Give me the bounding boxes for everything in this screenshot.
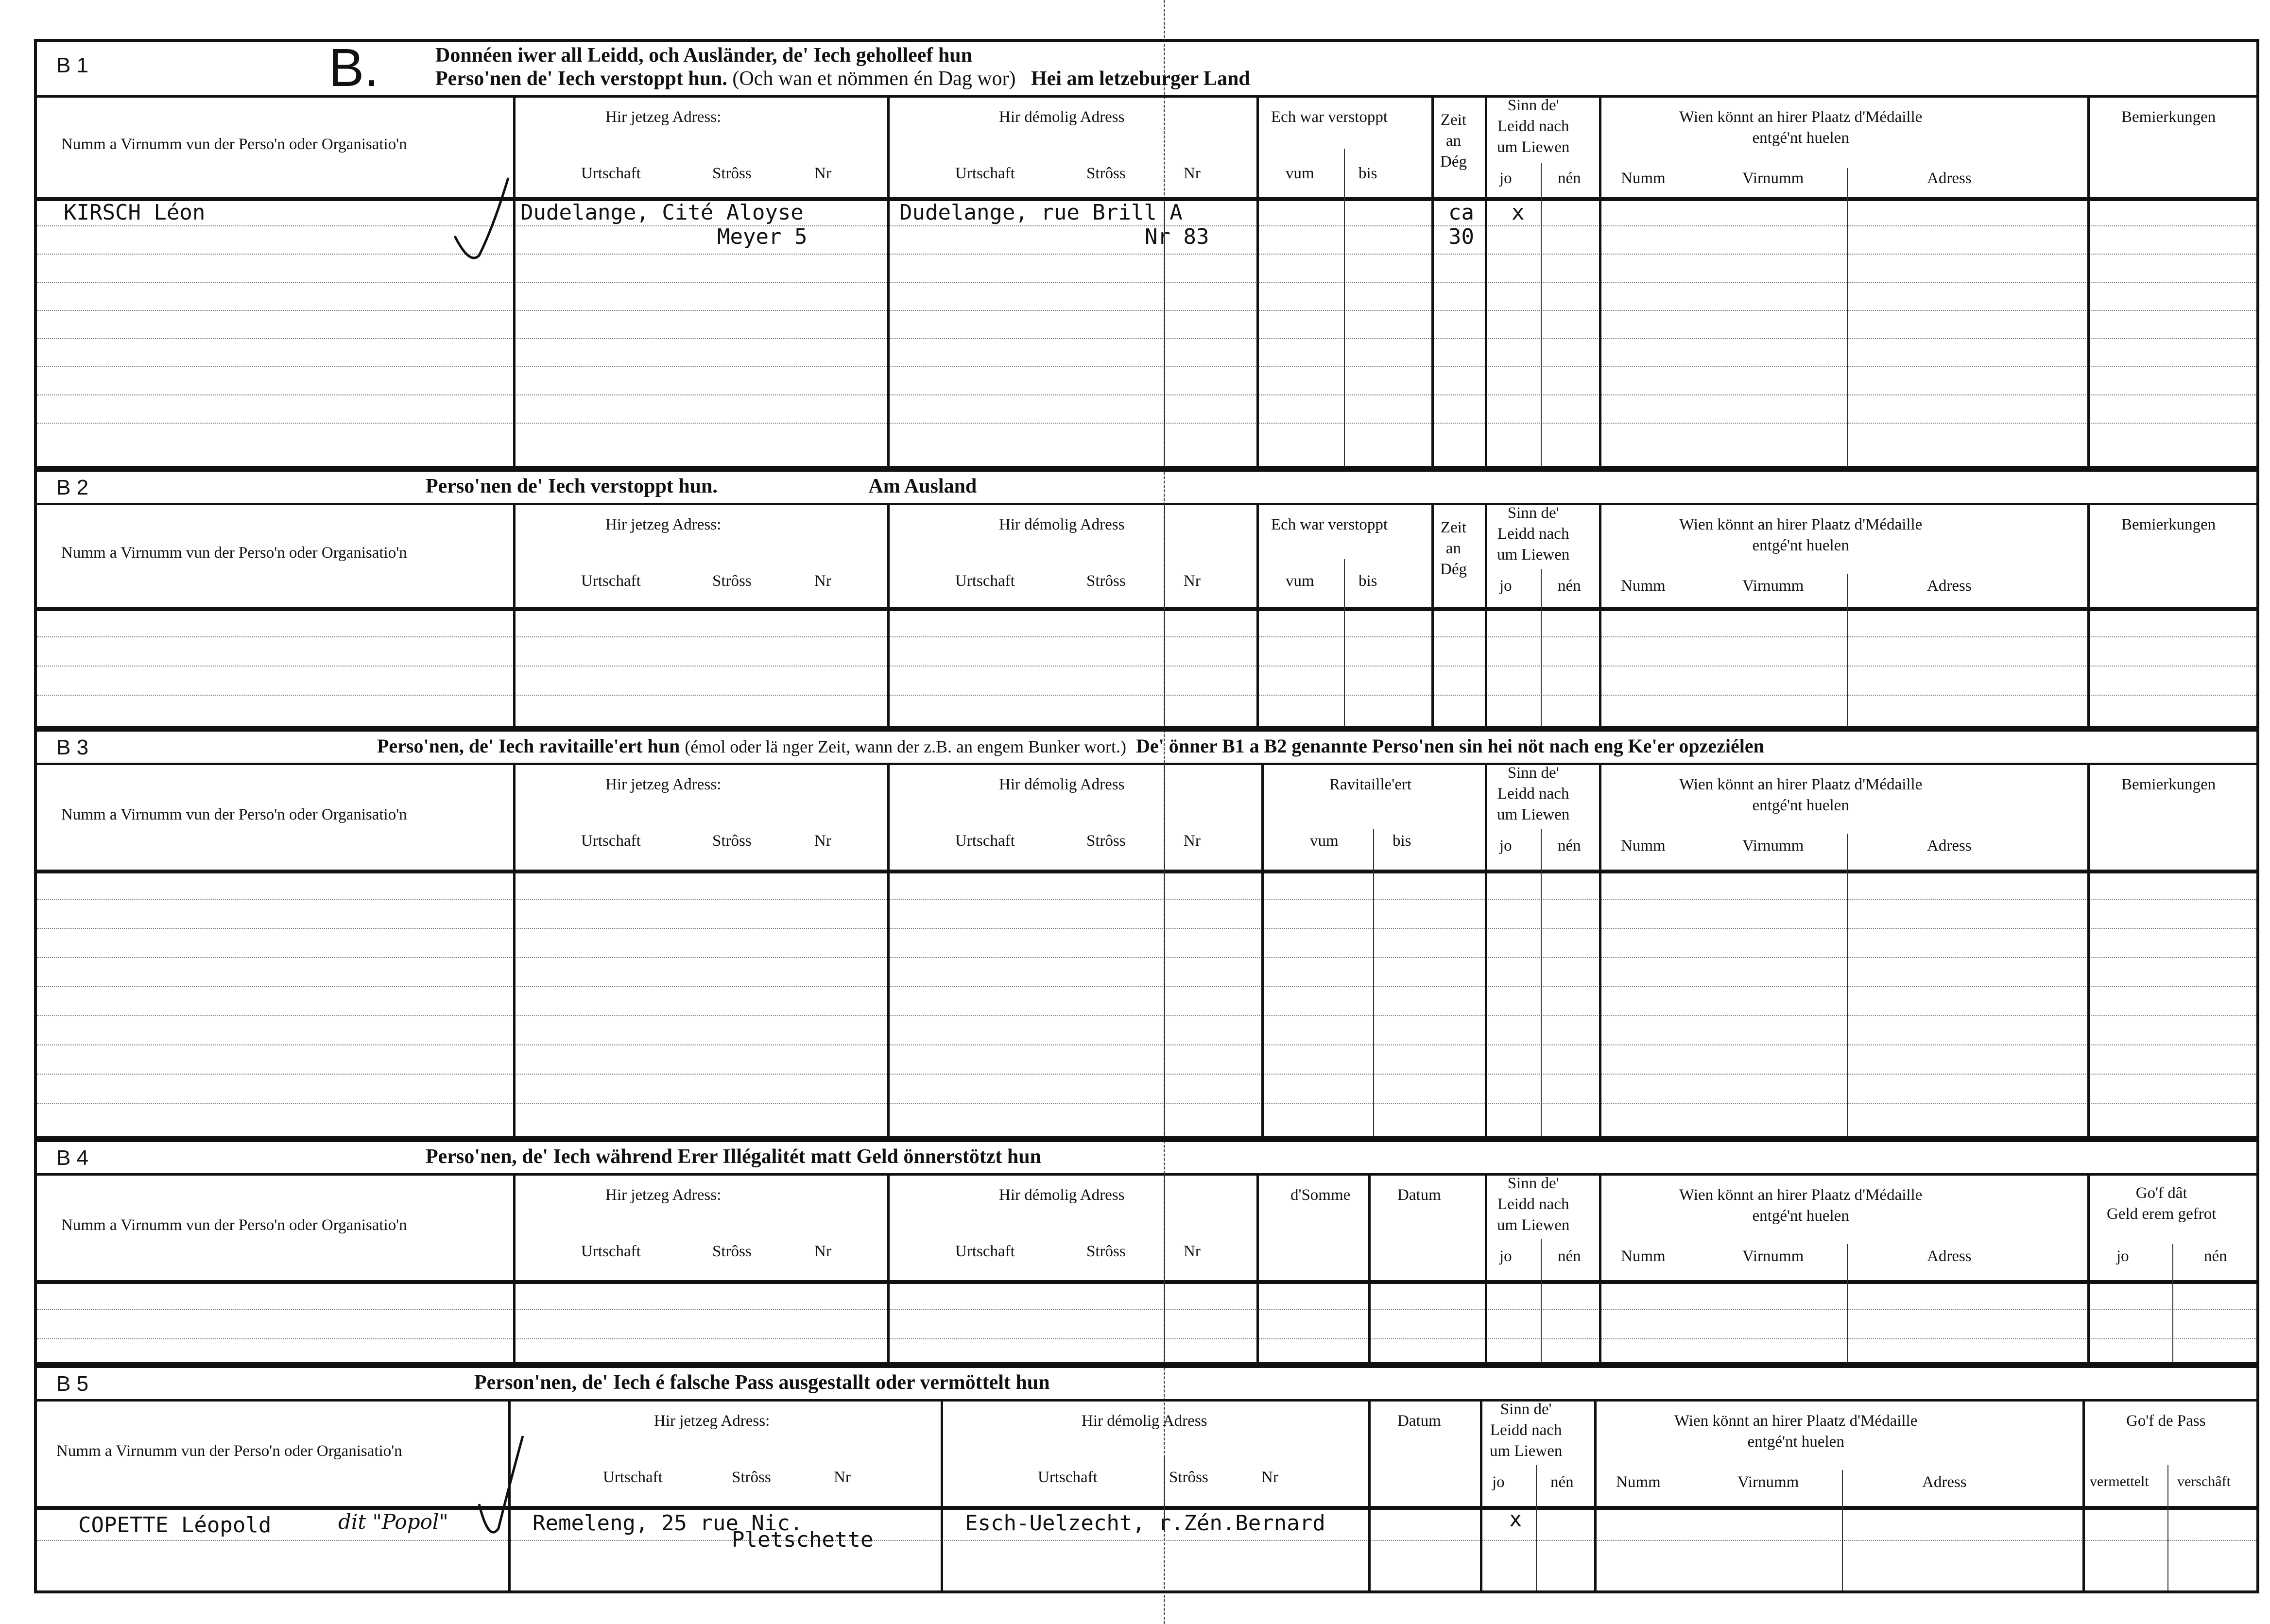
title-line-2 — [435, 67, 1250, 90]
col-nr: Nr — [834, 1469, 851, 1486]
col-divider — [1368, 1173, 1371, 1362]
col-divider — [1599, 763, 1601, 1136]
lbl: Leidd nach — [1497, 785, 1569, 803]
col-divider — [513, 503, 516, 726]
lbl: Wien könnt an hirer Plaatz d'Médaille — [1679, 516, 1923, 533]
col-divider — [1541, 163, 1542, 466]
col-divider — [887, 503, 890, 726]
col-procured: verschâft — [2177, 1473, 2231, 1489]
col-nr: Nr — [814, 165, 831, 182]
col-from: vum — [1310, 832, 1339, 850]
title-part: Hei am letzeburger Land — [1031, 68, 1250, 90]
lbl: entgé'nt huelen — [1752, 536, 1849, 554]
col-nr: Nr — [814, 832, 831, 850]
col-nr: Nr — [1184, 832, 1201, 850]
col-firstname: Virnumm — [1742, 837, 1804, 855]
col-divider — [1431, 95, 1434, 466]
section-b5 — [34, 1365, 2259, 1593]
col-stross: Strôss — [1169, 1469, 1208, 1486]
row-line — [37, 394, 2256, 395]
col-divider — [1594, 1399, 1597, 1590]
col-current-address: Hir jetzeg Adress: — [654, 1412, 770, 1430]
col-yes: jo — [1499, 1248, 1512, 1265]
col-divider — [1164, 503, 1165, 726]
col-medal — [1679, 1185, 1922, 1227]
col-urtschaft: Urtschaft — [581, 832, 641, 850]
check-mark — [450, 168, 518, 270]
lbl: Go'f dât — [2135, 1184, 2187, 1202]
section-id: B 3 — [56, 735, 89, 759]
col-address: Adress — [1927, 577, 1972, 595]
lbl: Leidd nach — [1497, 1195, 1569, 1213]
section-id: B 2 — [56, 476, 89, 499]
col-divider — [1536, 1465, 1537, 1590]
col-firstname: Virnumm — [1742, 577, 1804, 595]
column-header — [37, 1173, 2256, 1284]
section-id: B 5 — [56, 1372, 89, 1396]
col-divider — [2087, 95, 2090, 466]
entry-current-address: Dudelange, Cité Aloyse — [520, 200, 804, 225]
col-yes: jo — [1499, 577, 1512, 595]
title-part: (Och wan et nömmen én Dag wor) — [732, 68, 1016, 90]
col-current-address: Hir jetzeg Adress: — [605, 516, 722, 533]
lbl: entgé'nt huelen — [1747, 1433, 1844, 1451]
lbl: Leidd nach — [1497, 117, 1569, 135]
col-no: nén — [2204, 1248, 2227, 1265]
col-nr: Nr — [814, 1243, 831, 1260]
col-surname: Numm — [1621, 577, 1666, 595]
entry-rows — [37, 607, 2256, 726]
col-stross: Strôss — [1086, 165, 1126, 182]
entry-rows — [37, 870, 2256, 1136]
col-hidden: Ech war verstoppt — [1271, 516, 1388, 533]
col-old-address: Hir démolig Adress — [999, 516, 1125, 533]
col-divider — [1256, 503, 1259, 726]
col-surname: Numm — [1621, 837, 1666, 855]
col-name-label: Numm a Virnumm vun der Perso'n oder Organisatio'n — [61, 806, 407, 823]
row-line — [37, 1074, 2256, 1075]
lbl: Sinn de' — [1507, 97, 1559, 114]
column-header — [37, 1399, 2256, 1510]
lbl: Sinn de' — [1507, 764, 1559, 782]
col-urtschaft: Urtschaft — [955, 832, 1015, 850]
col-old-address: Hir démolig Adress — [999, 1186, 1125, 1204]
section-id: B 1 — [56, 53, 89, 77]
col-nr: Nr — [1184, 572, 1201, 590]
col-to: bis — [1359, 572, 1377, 590]
col-divider — [1485, 763, 1487, 1136]
col-divider — [1847, 168, 1848, 466]
col-firstname: Virnumm — [1737, 1473, 1799, 1491]
row-line — [37, 636, 2256, 637]
row-line — [37, 282, 2256, 283]
col-yes: jo — [1492, 1473, 1505, 1491]
col-medal — [1674, 1411, 1917, 1453]
col-stross: Strôss — [712, 1243, 752, 1260]
lbl: Sinn de' — [1500, 1401, 1552, 1418]
col-divider — [1164, 1455, 1165, 1532]
entry-rows — [37, 197, 2256, 466]
lbl: an — [1445, 539, 1462, 557]
col-no: nén — [1558, 837, 1581, 855]
col-surname: Numm — [1621, 170, 1666, 187]
col-address: Adress — [1927, 837, 1972, 855]
section-b5-header — [37, 1368, 2256, 1402]
col-amount: d'Somme — [1290, 1186, 1351, 1204]
entry-name: COPETTE Léopold — [78, 1513, 272, 1538]
lbl: Leidd nach — [1490, 1421, 1562, 1439]
col-divider — [1164, 1173, 1165, 1362]
col-divider — [2087, 763, 2090, 1136]
col-died — [1497, 1173, 1569, 1236]
entry-current-address: Remeleng, 25 rue Nic. — [533, 1511, 803, 1536]
col-stross: Strôss — [1086, 832, 1126, 850]
col-divider — [1847, 834, 1848, 1136]
col-remarks: Bemierkungen — [2121, 776, 2216, 793]
row-line — [37, 338, 2256, 339]
col-stross: Strôss — [712, 832, 752, 850]
col-divider — [1842, 1470, 1843, 1590]
lbl: entgé'nt huelen — [1752, 129, 1849, 147]
col-stross: Strôss — [1086, 1243, 1126, 1260]
col-divider — [941, 1399, 943, 1590]
col-current-address: Hir jetzeg Adress: — [605, 108, 722, 126]
col-firstname: Virnumm — [1742, 1248, 1804, 1265]
column-header — [37, 95, 2256, 201]
lbl: entgé'nt huelen — [1752, 796, 1849, 814]
entry-rows — [37, 1280, 2256, 1362]
col-mediated: vermettelt — [2090, 1473, 2149, 1489]
col-divider — [1847, 1244, 1848, 1362]
col-divider — [1344, 559, 1345, 726]
col-days — [1440, 110, 1467, 172]
col-divider — [1256, 1173, 1259, 1362]
col-divider — [1164, 763, 1165, 1136]
title-part: (émol oder lä nger Zeit, wann der z.B. an engem Bunker wort.) — [685, 737, 1126, 756]
lbl: um Liewen — [1497, 805, 1570, 823]
entry-alias: dit "Popol" — [338, 1510, 448, 1534]
lbl: um Liewen — [1497, 546, 1570, 564]
col-divider — [1261, 763, 1264, 1136]
col-divider — [887, 1173, 890, 1362]
row-line — [37, 695, 2256, 696]
col-divider — [887, 763, 890, 1136]
entry-old-address-nr: Nr 83 — [1145, 224, 1209, 249]
section-b1-header — [37, 38, 2256, 98]
col-days — [1440, 517, 1467, 580]
col-divider — [887, 95, 890, 466]
section-b2-header — [37, 472, 2256, 505]
col-name-label: Numm a Virnumm vun der Perso'n oder Organisatio'n — [61, 544, 407, 562]
col-from: vum — [1286, 572, 1314, 590]
lbl: Wien könnt an hirer Plaatz d'Médaille — [1679, 108, 1923, 126]
col-died — [1497, 503, 1569, 565]
col-medal — [1679, 514, 1922, 556]
col-divider — [1599, 503, 1601, 726]
col-no: nén — [1558, 170, 1581, 187]
form-page — [34, 39, 2259, 1603]
col-divider — [1599, 1173, 1601, 1362]
section-b4 — [34, 1139, 2259, 1365]
lbl: um Liewen — [1497, 1216, 1570, 1234]
row-line — [37, 310, 2256, 311]
entry-rows — [37, 1506, 2256, 1590]
title-part: Perso'nen de' Iech verstoppt hun. — [426, 475, 718, 497]
lbl: Wien könnt an hirer Plaatz d'Médaille — [1679, 776, 1923, 793]
row-line — [37, 1338, 2256, 1339]
col-passport: Go'f de Pass — [2126, 1412, 2206, 1430]
col-old-address: Hir démolig Adress — [1082, 1412, 1207, 1430]
col-nr: Nr — [1184, 1243, 1201, 1260]
col-divider — [2082, 1399, 2085, 1590]
section-b4-header — [37, 1142, 2256, 1176]
col-urtschaft: Urtschaft — [581, 572, 641, 590]
row-line — [37, 986, 2256, 987]
col-died — [1497, 763, 1569, 825]
col-divider — [1847, 574, 1848, 726]
col-divider — [1431, 503, 1434, 726]
row-line — [37, 928, 2256, 929]
col-medal — [1679, 107, 1922, 149]
title-part: Am Ausland — [868, 475, 977, 497]
col-divider — [2167, 1465, 2168, 1590]
column-header — [37, 763, 2256, 873]
column-header — [37, 503, 2256, 611]
col-money-asked — [2107, 1183, 2216, 1225]
col-date: Datum — [1397, 1412, 1441, 1430]
col-surname: Numm — [1616, 1473, 1661, 1491]
col-divider — [1485, 1173, 1487, 1362]
row-line — [37, 957, 2256, 958]
col-address: Adress — [1922, 1473, 1967, 1491]
section-b3 — [34, 729, 2259, 1139]
col-name-label: Numm a Virnumm vun der Perso'n oder Organisatio'n — [61, 136, 407, 153]
col-address: Adress — [1927, 170, 1972, 187]
section-title: Perso'nen, de' Iech während Erer Illégalitét matt Geld önnerstötzt hun — [426, 1145, 1041, 1168]
section-b3-header — [37, 732, 2256, 765]
col-divider — [1256, 95, 1259, 466]
col-yes: jo — [1499, 170, 1512, 187]
col-surname: Numm — [1621, 1248, 1666, 1265]
title-part: Perso'nen de' Iech verstoppt hun. — [435, 68, 727, 90]
lbl: Geld erem gefrot — [2107, 1205, 2217, 1223]
col-no: nén — [1558, 1248, 1581, 1265]
entry-current-address-street: Pletschette — [732, 1527, 874, 1552]
col-divider — [1485, 503, 1487, 726]
form-letter: B. — [328, 38, 379, 98]
col-current-address: Hir jetzeg Adress: — [605, 1186, 722, 1204]
col-urtschaft: Urtschaft — [955, 165, 1015, 182]
row-line — [37, 1103, 2256, 1104]
section-title — [377, 735, 1764, 757]
lbl: an — [1445, 132, 1462, 150]
col-divider — [2087, 503, 2090, 726]
col-medal — [1679, 774, 1922, 816]
lbl: Dég — [1440, 153, 1467, 171]
col-no: nén — [1558, 577, 1581, 595]
col-divider — [1368, 1399, 1371, 1590]
col-divider — [1541, 829, 1542, 1136]
entry-days: 30 — [1448, 224, 1474, 249]
col-divider — [513, 1173, 516, 1362]
entry-old-address: Dudelange, rue Brill A — [899, 200, 1183, 225]
col-yes: jo — [2116, 1248, 2129, 1265]
col-to: bis — [1393, 832, 1411, 850]
col-urtschaft: Urtschaft — [603, 1469, 663, 1486]
col-divider — [513, 763, 516, 1136]
title-part: De' önner B1 a B2 genannte Perso'nen sin hei nöt nach eng Ke'er opzeziélen — [1135, 735, 1764, 757]
row-line — [37, 1044, 2256, 1045]
row-line — [37, 1540, 2256, 1541]
row-line — [37, 666, 2256, 667]
row-line — [37, 254, 2256, 255]
col-remarks: Bemierkungen — [2121, 108, 2216, 126]
row-line — [37, 1309, 2256, 1310]
lbl: Zeit — [1440, 519, 1467, 536]
row-line — [37, 1015, 2256, 1016]
col-urtschaft: Urtschaft — [955, 572, 1015, 590]
col-address: Adress — [1927, 1248, 1972, 1265]
col-divider — [1164, 202, 1165, 466]
lbl: entgé'nt huelen — [1752, 1207, 1849, 1225]
col-name-label: Numm a Virnumm vun der Perso'n oder Organisatio'n — [56, 1442, 402, 1460]
col-current-address: Hir jetzeg Adress: — [605, 776, 722, 793]
lbl: Sinn de' — [1507, 504, 1559, 522]
lbl: Sinn de' — [1507, 1175, 1559, 1192]
col-divider — [2172, 1244, 2173, 1362]
col-nr: Nr — [1261, 1469, 1278, 1486]
section-b1 — [34, 39, 2259, 469]
entry-name: KIRSCH Léon — [64, 200, 206, 225]
title-part: Perso'nen, de' Iech ravitaille'ert hun — [377, 735, 680, 757]
col-divider — [1485, 95, 1487, 466]
col-yes: jo — [1499, 837, 1512, 855]
section-b2 — [34, 469, 2259, 729]
col-nr: Nr — [1184, 165, 1201, 182]
section-title — [435, 44, 1250, 91]
col-old-address: Hir démolig Adress — [999, 108, 1125, 126]
col-divider — [1599, 95, 1601, 466]
section-id: B 4 — [56, 1146, 89, 1170]
col-died — [1490, 1399, 1562, 1462]
col-divider — [1344, 149, 1345, 466]
col-divider — [2087, 1173, 2090, 1362]
row-line — [37, 423, 2256, 424]
col-from: vum — [1286, 165, 1314, 182]
col-urtschaft: Urtschaft — [581, 165, 641, 182]
col-remarks: Bemierkungen — [2121, 516, 2216, 533]
col-divider — [1373, 829, 1374, 1136]
row-line — [37, 899, 2256, 900]
col-stross: Strôss — [712, 165, 752, 182]
col-divider — [1541, 569, 1542, 726]
check-mark — [474, 1431, 528, 1548]
lbl: Leidd nach — [1497, 525, 1569, 543]
col-supplied: Ravitaille'ert — [1329, 776, 1412, 793]
col-divider — [1480, 1399, 1482, 1590]
row-line — [37, 366, 2256, 367]
col-firstname: Virnumm — [1742, 170, 1804, 187]
entry-yes-mark: x — [1509, 1507, 1522, 1532]
entry-old-address: Esch-Uelzecht, r.Zén.Bernard — [965, 1511, 1325, 1536]
entry-current-address-nr: Meyer 5 — [717, 224, 808, 249]
lbl: Wien könnt an hirer Plaatz d'Médaille — [1674, 1412, 1918, 1430]
col-stross: Strôss — [1086, 572, 1126, 590]
col-stross: Strôss — [732, 1469, 771, 1486]
col-divider — [513, 95, 516, 466]
lbl: Zeit — [1440, 111, 1467, 129]
col-nr: Nr — [814, 572, 831, 590]
lbl: Wien könnt an hirer Plaatz d'Médaille — [1679, 1186, 1923, 1204]
col-urtschaft: Urtschaft — [581, 1243, 641, 1260]
col-name-label: Numm a Virnumm vun der Perso'n oder Organisatio'n — [61, 1216, 407, 1234]
col-stross: Strôss — [712, 572, 752, 590]
col-hidden: Ech war verstoppt — [1271, 108, 1388, 126]
col-divider — [1541, 1239, 1542, 1362]
col-to: bis — [1359, 165, 1377, 182]
lbl: Dég — [1440, 560, 1467, 578]
lbl: um Liewen — [1490, 1442, 1563, 1460]
section-title — [426, 475, 977, 498]
entry-days: ca — [1448, 200, 1474, 225]
col-no: nén — [1550, 1473, 1574, 1491]
col-old-address: Hir démolig Adress — [999, 776, 1125, 793]
title-line-1: Donnéen iwer all Leidd, och Ausländer, de' Iech geholleef hun — [435, 44, 972, 67]
col-urtschaft: Urtschaft — [1038, 1469, 1098, 1486]
col-died — [1497, 95, 1569, 158]
entry-yes-mark: x — [1512, 200, 1525, 225]
section-title: Person'nen, de' Iech é falsche Pass ausgestallt oder vermöttelt hun — [474, 1371, 1050, 1394]
lbl: um Liewen — [1497, 138, 1570, 156]
col-urtschaft: Urtschaft — [955, 1243, 1015, 1260]
col-date: Datum — [1397, 1186, 1441, 1204]
